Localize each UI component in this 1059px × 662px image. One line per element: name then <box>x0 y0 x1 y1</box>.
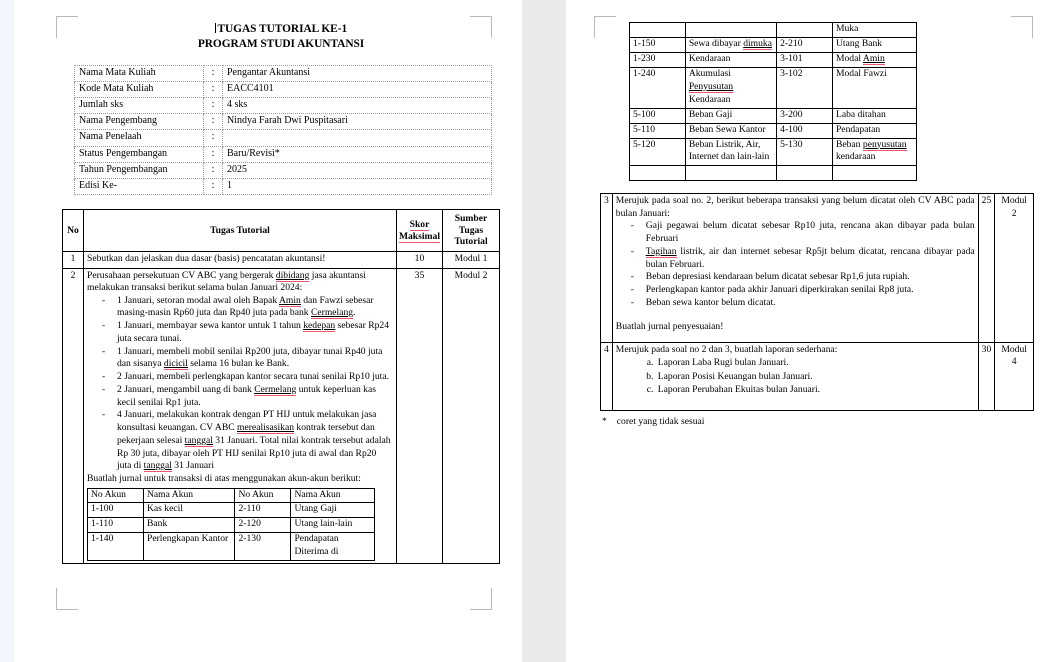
akun-no: 3-200 <box>777 108 833 123</box>
meta-label: Tahun Pengembangan <box>75 162 204 178</box>
table-row <box>75 81 492 97</box>
akun-nama: Sewa dibayar dimuka <box>685 37 776 52</box>
akun-header-nama-2: Nama Akun <box>291 488 375 503</box>
akun-nama <box>685 166 776 181</box>
akun-no: 2-110 <box>235 503 291 518</box>
akun-nama: Beban Listrik, Air, Internet dan lain-lain <box>685 138 776 166</box>
task2-intro: Perusahaan persekutuan CV ABC yang bergerak dibidang jasa akuntansi melakukan transaksi berikut selama bulan Januari 2024: <box>87 269 366 294</box>
meta-separator: : <box>204 114 223 130</box>
task-number: 2 <box>63 268 84 564</box>
akun-no: 2-120 <box>235 518 291 533</box>
task-score: 25 <box>978 194 995 343</box>
list-item: - 2 Januari, mengambil uang di bank Cermelang untuk keperluan kas kecil senilai Rp1 juta. <box>117 384 393 410</box>
page-left[interactable] <box>14 0 522 662</box>
list-item: - Gaji pegawai belum dicatat sebesar Rp10 juta, rencana akan dibayar pada bulan Februari <box>646 220 975 246</box>
akun-nama: Modal Amin <box>832 52 916 67</box>
akun-no: 5-100 <box>630 108 686 123</box>
table-row <box>75 97 492 113</box>
akun-nama: Utang lain-lain <box>291 518 375 533</box>
akun-reference-table-continued <box>629 22 917 181</box>
header-sumber-line2: Tugas <box>458 224 484 236</box>
task-number: 1 <box>63 252 84 268</box>
table-row <box>630 108 917 123</box>
document-body-left[interactable] <box>62 22 500 564</box>
meta-value: 2025 <box>223 162 492 178</box>
meta-value: EACC4101 <box>223 81 492 97</box>
tugas-tutorial-table <box>62 209 500 564</box>
header-skor-line1: Skor <box>409 218 430 230</box>
akun-no: 3-102 <box>777 67 833 108</box>
list-item: - Beban depresiasi kendaraan belum dicatat sebesar Rp1,6 juta rupiah. <box>646 271 975 284</box>
meta-value: Nindya Farah Dwi Puspitasari <box>223 114 492 130</box>
document-title <box>62 22 500 53</box>
table-row <box>88 503 375 518</box>
table-row <box>630 123 917 138</box>
table-row <box>75 65 492 81</box>
table-row <box>88 533 375 561</box>
meta-separator: : <box>204 81 223 97</box>
table-row-task-2 <box>63 268 500 564</box>
akun-nama: Utang Bank <box>832 37 916 52</box>
task-number: 3 <box>601 194 613 343</box>
table-row <box>75 130 492 146</box>
task-source: Modul 2 <box>443 268 500 564</box>
akun-nama: Modal Fawzi <box>832 67 916 108</box>
margin-mark-bottom-left <box>56 588 78 610</box>
meta-separator: : <box>204 162 223 178</box>
meta-label: Nama Penelaah <box>75 130 204 146</box>
task-score: 35 <box>396 268 442 564</box>
meta-label: Edisi Ke- <box>75 178 204 194</box>
spacer <box>616 333 975 340</box>
table-row-task-3 <box>601 194 1034 343</box>
meta-separator: : <box>204 65 223 81</box>
meta-value: Pengantar Akuntansi <box>223 65 492 81</box>
table-row <box>75 146 492 162</box>
task3-closing: Buatlah jurnal penyesuaian! <box>615 320 724 332</box>
header-sumber-line1: Sumber <box>454 213 488 225</box>
task2-closing: Buatlah jurnal untuk transaksi di atas menggunakan akun-akun berikut: <box>87 473 361 485</box>
list-item: - Tagihan listrik, air dan internet sebesar Rp5jt belum dicatat, rencana dibayar pada bulan Februari. <box>646 246 975 272</box>
margin-mark-bottom-right <box>470 588 492 610</box>
meta-value: Baru/Revisi* <box>223 146 492 162</box>
akun-nama: Kendaraan <box>685 52 776 67</box>
meta-label: Kode Mata Kuliah <box>75 81 204 97</box>
meta-separator: : <box>204 178 223 194</box>
list-item: - Perlengkapan kantor pada akhir Januari diperkirakan senilai Rp8 juta. <box>646 284 975 297</box>
header-no: No <box>63 210 84 252</box>
meta-label: Nama Mata Kuliah <box>75 65 204 81</box>
table-row <box>630 37 917 52</box>
table-row-task-1 <box>63 252 500 268</box>
akun-nama: Muka <box>832 23 916 38</box>
meta-separator: : <box>204 97 223 113</box>
akun-nama <box>685 23 776 38</box>
table-row <box>630 67 917 108</box>
akun-no <box>777 23 833 38</box>
akun-nama: Beban penyusutan kendaraan <box>832 138 916 166</box>
akun-no: 4-100 <box>777 123 833 138</box>
list-item: - 1 Januari, setoran modal awal oleh Bapak Amin dan Fawzi sebesar masing-masin Rp60 juta dan Rp40 juta pada bank Cermelang. <box>117 295 393 321</box>
table-header-row <box>88 488 375 503</box>
akun-header-no-1: No Akun <box>88 488 144 503</box>
akun-nama: Beban Sewa Kantor <box>685 123 776 138</box>
header-skor-maksimal <box>396 210 442 252</box>
akun-no: 2-130 <box>235 533 291 561</box>
table-row <box>630 138 917 166</box>
task-description <box>612 194 978 343</box>
task3-bullet-list <box>616 220 975 309</box>
table-row <box>88 518 375 533</box>
table-row <box>630 166 917 181</box>
header-tugas-tutorial: Tugas Tutorial <box>84 210 397 252</box>
akun-no: 1-100 <box>88 503 144 518</box>
spacer <box>600 181 1034 193</box>
title-line-1: TUGAS TUTORIAL KE-1 <box>217 23 348 35</box>
akun-nama <box>832 166 916 181</box>
meta-value <box>223 130 492 146</box>
footnote-asterisk: * <box>602 416 607 428</box>
table-row <box>630 52 917 67</box>
table-row <box>75 178 492 194</box>
task4-item-list <box>616 356 975 396</box>
akun-nama: Laba ditahan <box>832 108 916 123</box>
list-item: - Beban sewa kantor belum dicatat. <box>646 297 975 310</box>
task-description <box>84 268 397 564</box>
footnote-text: coret yang tidak sesuai <box>616 416 705 428</box>
task-source: Modul 4 <box>995 342 1034 410</box>
task-score: 10 <box>396 252 442 268</box>
akun-reference-table <box>87 488 375 562</box>
table-row <box>75 114 492 130</box>
list-item: c. Laporan Perubahan Ekuitas bulan Januari. <box>656 383 975 396</box>
task-description: Sebutkan dan jelaskan dua dasar (basis) pencatatan akuntansi! <box>84 252 397 268</box>
title-line-2: PROGRAM STUDI AKUNTANSI <box>197 38 365 51</box>
akun-no: 1-240 <box>630 67 686 108</box>
meta-separator: : <box>204 146 223 162</box>
meta-value: 4 sks <box>223 97 492 113</box>
akun-no: 2-210 <box>777 37 833 52</box>
akun-nama: Beban Gaji <box>685 108 776 123</box>
task-source: Modul 2 <box>995 194 1034 343</box>
table-row <box>630 23 917 38</box>
akun-no <box>630 23 686 38</box>
header-sumber-tugas-tutorial <box>443 210 500 252</box>
akun-no: 5-110 <box>630 123 686 138</box>
tugas-tutorial-table-continued <box>600 193 1034 411</box>
akun-no: 5-120 <box>630 138 686 166</box>
akun-nama: Perlengkapan Kantor <box>143 533 235 561</box>
akun-nama: Pendapatan Diterima di <box>291 533 375 561</box>
akun-no: 5-130 <box>777 138 833 166</box>
task2-bullet-list <box>87 295 393 474</box>
list-item: - 1 Januari, membeli mobil senilai Rp200 juta, dibayar tunai Rp40 juta dan sisanya dicicil selama 16 bulan ke Bank. <box>117 346 393 372</box>
list-item: - 4 Januari, melakukan kontrak dengan PT HIJ untuk melakukan jasa konsultasi keuangan. CV ABC merealisasikan kontrak tersebut dan pekerjaan selesai tanggal 31 Januari. Total nilai kontrak tersebut adalah Rp 30 juta, dibayar oleh PT HIJ senilai Rp10 juta di awal dan Rp20 juta di tanggal 31 Januari <box>117 409 393 473</box>
document-body-right[interactable] <box>600 22 1034 428</box>
table-header-row <box>63 210 500 252</box>
task-score: 30 <box>978 342 995 410</box>
akun-header-nama-1: Nama Akun <box>143 488 235 503</box>
akun-no: 1-140 <box>88 533 144 561</box>
meta-value: 1 <box>223 178 492 194</box>
task3-intro: Merujuk pada soal no. 2, berikut beberapa transaksi yang belum dicatat oleh CV ABC pada bulan Januari: <box>615 195 975 219</box>
task4-intro: Merujuk pada soal no 2 dan 3, buatlah laporan sederhana: <box>615 343 838 355</box>
meta-label: Jumlah sks <box>75 97 204 113</box>
akun-no <box>777 166 833 181</box>
list-item: b. Laporan Posisi Keuangan bulan Januari. <box>656 370 975 383</box>
course-metadata-table <box>74 65 492 196</box>
akun-nama: Utang Gaji <box>291 503 375 518</box>
akun-no: 3-101 <box>777 52 833 67</box>
header-skor-line2: Maksimal <box>398 230 440 242</box>
meta-separator: : <box>204 130 223 146</box>
task-source: Modul 1 <box>443 252 500 268</box>
akun-no: 1-110 <box>88 518 144 533</box>
page-right[interactable] <box>566 0 1059 662</box>
task-number: 4 <box>601 342 613 410</box>
list-item: - 2 Januari, membeli perlengkapan kantor secara tunai senilai Rp10 juta. <box>117 371 393 384</box>
akun-nama: Pendapatan <box>832 123 916 138</box>
akun-no <box>630 166 686 181</box>
akun-no: 1-230 <box>630 52 686 67</box>
task-description <box>612 342 978 410</box>
table-row <box>75 162 492 178</box>
list-item: - 1 Januari, membayar sewa kantor untuk 1 tahun kedepan sebesar Rp24 juta secara tunai. <box>117 320 393 346</box>
list-item: a. Laporan Laba Rugi bulan Januari. <box>656 356 975 369</box>
akun-nama: Bank <box>143 518 235 533</box>
spacer <box>616 396 975 408</box>
footnote <box>600 416 1034 428</box>
meta-label: Nama Pengembang <box>75 114 204 130</box>
left-rail <box>0 0 14 662</box>
header-sumber-line3: Tutorial <box>454 236 488 248</box>
meta-label: Status Pengembangan <box>75 146 204 162</box>
akun-no: 1-150 <box>630 37 686 52</box>
page-gutter <box>522 0 566 662</box>
table-row-task-4 <box>601 342 1034 410</box>
akun-nama: Akumulasi Penyusutan Kendaraan <box>685 67 776 108</box>
akun-header-no-2: No Akun <box>235 488 291 503</box>
akun-nama: Kas kecil <box>143 503 235 518</box>
